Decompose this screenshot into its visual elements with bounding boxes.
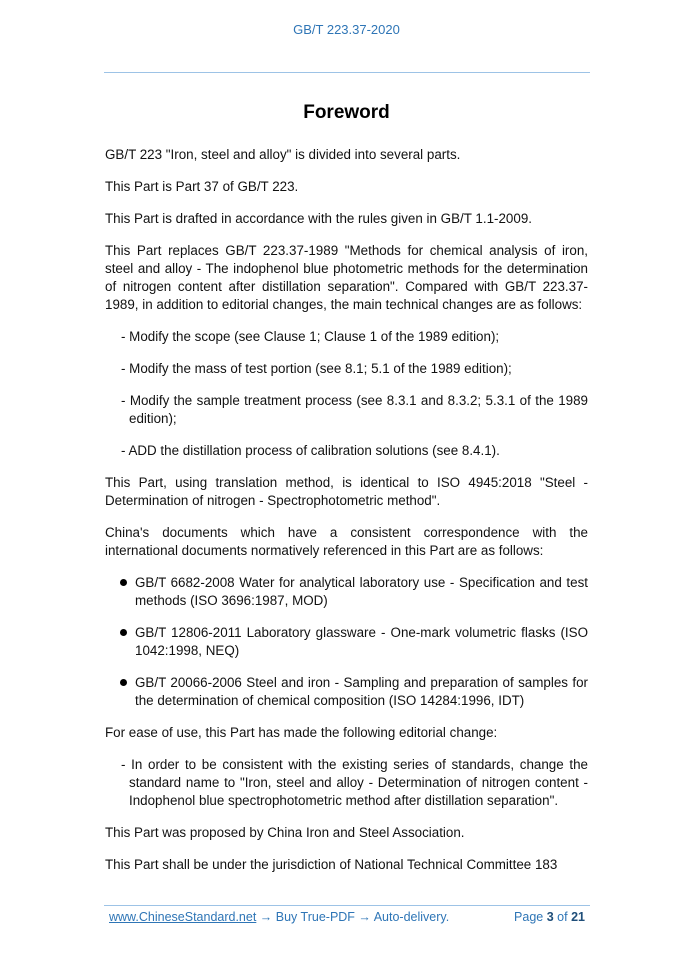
paragraph-correspondence: China's documents which have a consistent correspondence with the international documents normatively referenced in this Part are as follows: xyxy=(105,525,588,558)
footer-promo-text: → Buy True-PDF → Auto-delivery. xyxy=(256,910,450,924)
referenced-documents-list xyxy=(105,574,588,710)
page-title: Foreword xyxy=(303,102,390,123)
page-label: Page xyxy=(514,910,544,924)
list-item xyxy=(105,574,588,610)
paragraph-jurisdiction: This Part shall be under the jurisdiction of National Technical Committee 183 xyxy=(105,857,558,872)
list-item-text: GB/T 6682-2008 Water for analytical laboratory use - Specification and test methods (ISO 3696:1987, MOD) xyxy=(135,575,588,608)
page-indicator xyxy=(514,910,585,924)
editorial-changes-list xyxy=(105,756,588,810)
list-item: - In order to be consistent with the existing series of standards, change the standard name to "Iron, steel and alloy - Determination of nitrogen content - Indophenol blue spectrophotometric method after distillation separation". xyxy=(121,757,588,808)
header-divider xyxy=(104,72,590,73)
page-of-label: of xyxy=(557,910,568,924)
technical-changes-list xyxy=(105,328,588,460)
list-item: - Modify the sample treatment process (see 8.3.1 and 8.3.2; 5.3.1 of the 1989 edition); xyxy=(121,393,588,426)
website-link[interactable]: www.ChineseStandard.net xyxy=(109,910,257,924)
paragraph-parts: GB/T 223 "Iron, steel and alloy" is divided into several parts. xyxy=(105,147,461,162)
paragraph-drafting-rules: This Part is drafted in accordance with the rules given in GB/T 1.1-2009. xyxy=(105,211,532,226)
list-item: - ADD the distillation process of calibration solutions (see 8.4.1). xyxy=(121,443,500,458)
paragraph-proposed-by: This Part was proposed by China Iron and Steel Association. xyxy=(105,825,465,840)
bullet-icon xyxy=(120,579,127,586)
header-standard-code: GB/T 223.37-2020 xyxy=(293,22,400,37)
bullet-icon xyxy=(120,629,127,636)
list-item-text: GB/T 20066-2006 Steel and iron - Sampling and preparation of samples for the determination of chemical composition (ISO 14284:1996, IDT) xyxy=(135,675,588,708)
bullet-icon xyxy=(120,679,127,686)
list-item xyxy=(105,674,588,710)
page-current: 3 xyxy=(546,910,554,924)
footer-divider xyxy=(104,905,590,906)
paragraph-replaces: This Part replaces GB/T 223.37-1989 "Methods for chemical analysis of iron, steel and alloy - The indophenol blue photometric methods for the determination of nitrogen content after distillation separation". Compared with GB/T 223.37-1989, in addition to editorial changes, the main technical changes are as follows: xyxy=(105,243,588,312)
paragraph-identical-iso: This Part, using translation method, is identical to ISO 4945:2018 "Steel - Determination of nitrogen - Spectrophotometric method". xyxy=(105,475,588,508)
list-item-text: GB/T 12806-2011 Laboratory glassware - One-mark volumetric flasks (ISO 1042:1998, NEQ) xyxy=(135,625,588,658)
page-total: 21 xyxy=(571,910,585,924)
paragraph-part-number: This Part is Part 37 of GB/T 223. xyxy=(105,179,299,194)
document-body xyxy=(105,146,588,888)
list-item xyxy=(105,624,588,660)
list-item: - Modify the mass of test portion (see 8.1; 5.1 of the 1989 edition); xyxy=(121,361,512,376)
footer-promo xyxy=(109,910,449,924)
page-footer xyxy=(109,910,585,924)
paragraph-editorial-change: For ease of use, this Part has made the following editorial change: xyxy=(105,725,498,740)
list-item: - Modify the scope (see Clause 1; Clause 1 of the 1989 edition); xyxy=(121,329,500,344)
